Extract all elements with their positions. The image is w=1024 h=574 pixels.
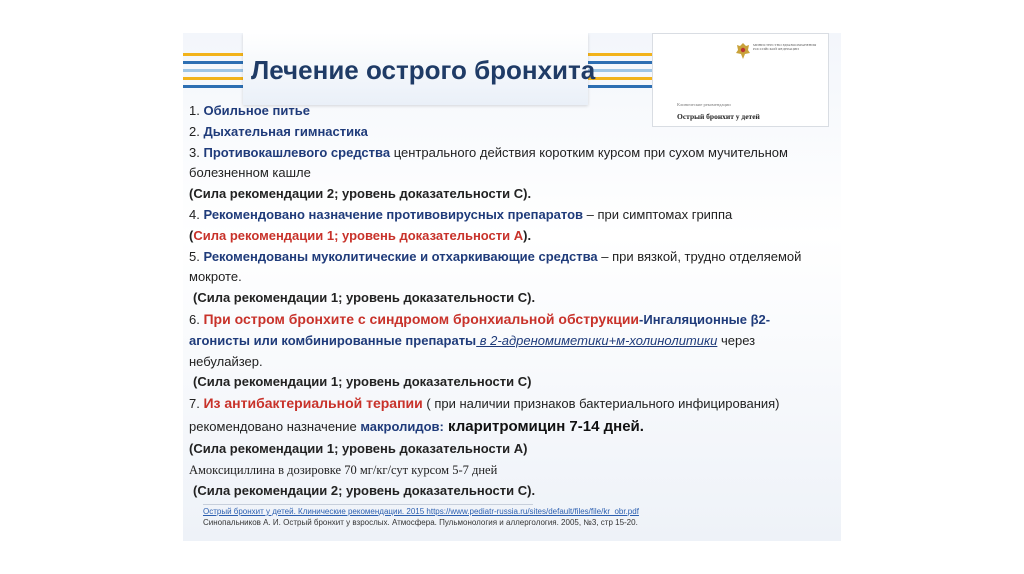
references-divider — [203, 504, 533, 505]
content — [189, 101, 835, 501]
item-5: 5. Рекомендованы муколитические и отхаркивающие средства – при вязкой, трудно отделяемой — [189, 248, 802, 264]
item-5-rec: (Сила рекомендации 1; уровень доказательности С). — [193, 290, 536, 306]
ministry-caption: МИНИСТЕРСТВО ЗДРАВООХРАНЕНИЯ РОССИЙСКОЙ ФЕДЕРАЦИИ — [753, 43, 817, 51]
item-3-rec: (Сила рекомендации 2; уровень доказательности С). — [189, 186, 532, 202]
item-4-rec: (Сила рекомендации 1; уровень доказательности А). — [189, 227, 532, 243]
item-7-line: Амоксициллина в дозировке 70 мг/кг/сут курсом 5-7 дней — [189, 462, 498, 477]
item-2: 2. Дыхательная гимнастика — [189, 123, 368, 139]
item-6-cont: агонисты или комбинированные препараты в 2-адреномиметики+м-холинолитики через — [189, 332, 756, 348]
references — [203, 507, 639, 528]
item-3-cont: болезненном кашле — [189, 165, 311, 181]
item-7-cont: рекомендовано назначение макролидов: кларитромицин 7-14 дней. — [189, 417, 644, 435]
reference-link[interactable]: Острый бронхит у детей. Клинические рекомендации. 2015 https://www.pediatr-russia.ru/sites/default/files/file/kr_obr.pdf — [203, 507, 639, 516]
item-7-rec1: (Сила рекомендации 1; уровень доказательности А) — [189, 440, 528, 456]
item-3: 3. Противокашлевого средства центрального действия коротким курсом при сухом мучительном — [189, 144, 788, 160]
item-5-cont: мокроте. — [189, 269, 242, 285]
item-6-rec: (Сила рекомендации 1; уровень доказательности С) — [193, 374, 532, 390]
item-1: 1. Обильное питье — [189, 103, 310, 118]
slide — [183, 33, 841, 541]
emblem-icon — [735, 42, 751, 60]
item-6: 6. При остром бронхите с синдромом бронхиальной обструкции-Ингаляционные β2- — [189, 310, 771, 327]
item-6-cont2: небулайзер. — [189, 353, 263, 369]
item-4: 4. Рекомендовано назначение противовирусных препаратов – при симптомах гриппа — [189, 206, 733, 222]
reference-2: Синопальников А. И. Острый бронхит у взрослых. Атмосфера. Пульмонология и аллергология. 2005, №3, стр 15-20. — [203, 517, 638, 527]
doc-title: Острый бронхит у детей — [677, 112, 760, 121]
item-7-rec2: (Сила рекомендации 2; уровень доказательности С). — [193, 482, 536, 498]
slide-title: Лечение острого бронхита — [251, 55, 596, 85]
doc-label: Клинические рекомендации — [677, 102, 731, 107]
item-7: 7. Из антибактериальной терапии ( при наличии признаков бактериального инфицирования) — [189, 395, 780, 412]
